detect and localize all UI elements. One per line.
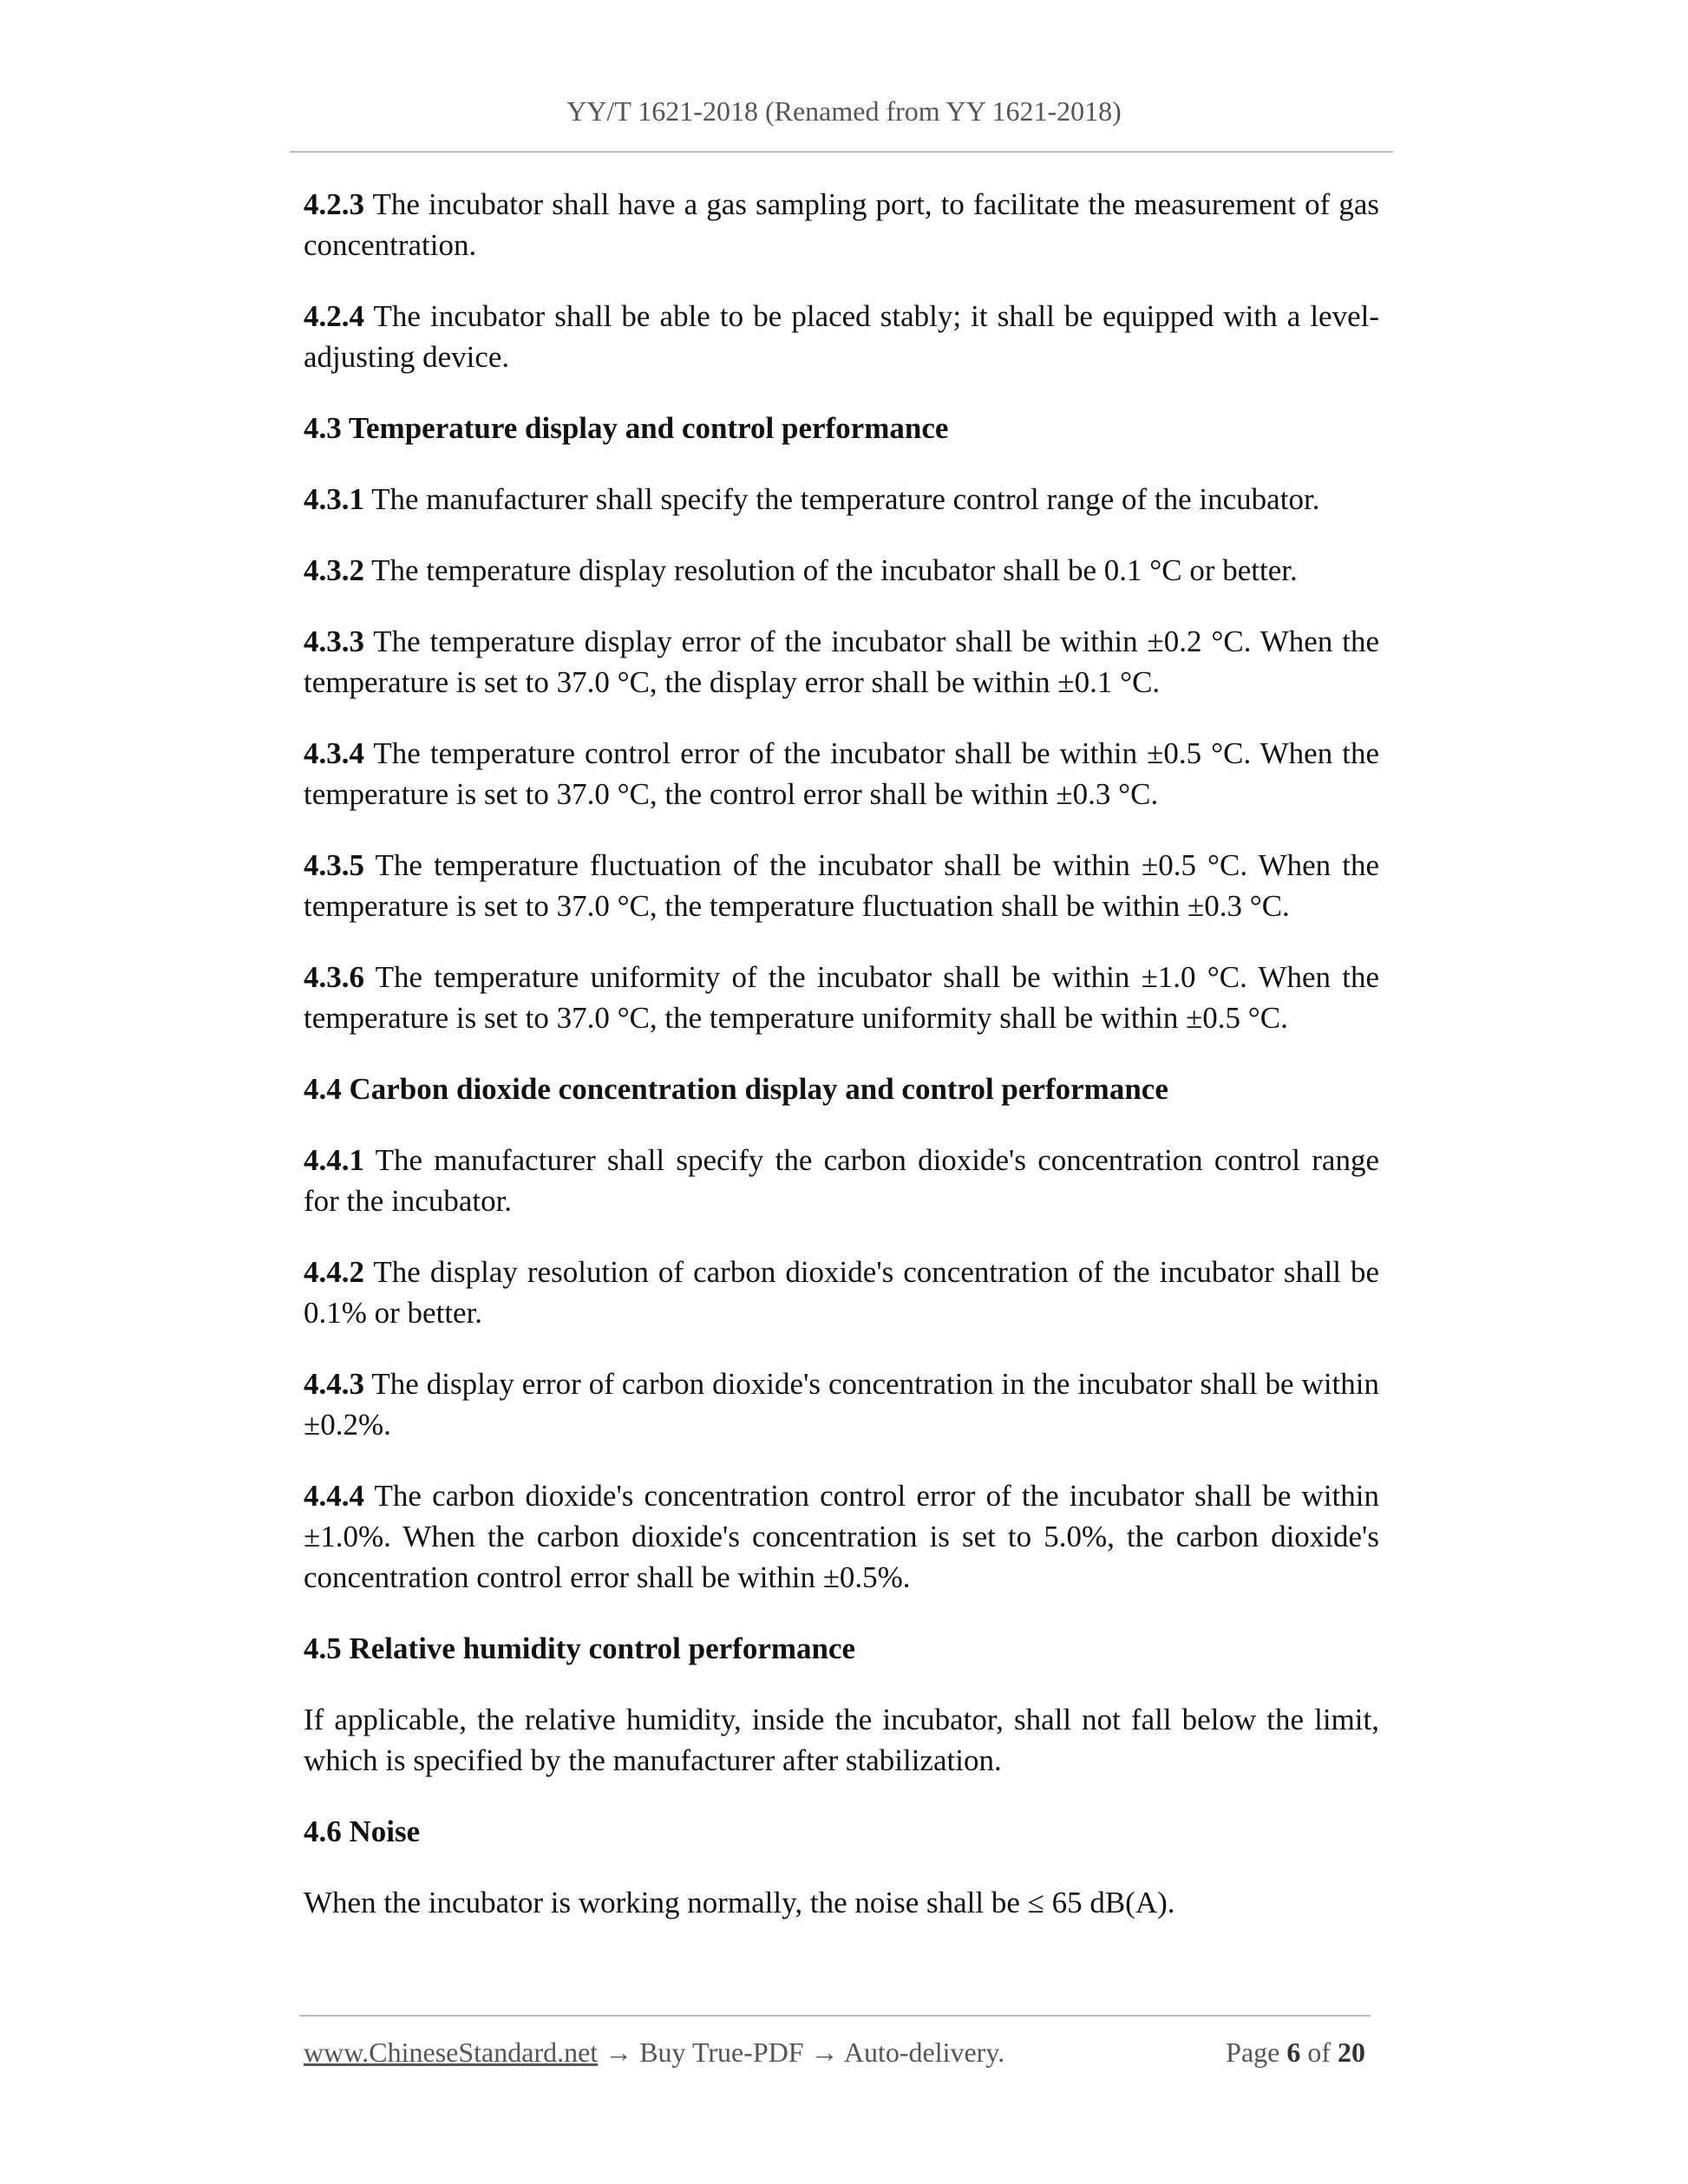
paragraph-4-5: If applicable, the relative humidity, inside the incubator, shall not fall below the limit, which is specified by the manufacturer after stabilization. — [304, 1703, 1379, 1777]
section-heading-4-6: 4.6 Noise — [304, 1815, 421, 1848]
clause-4-3-6 — [304, 957, 1379, 1038]
clause-4-4-1 — [304, 1140, 1379, 1221]
clause-text: The temperature fluctuation of the incubator shall be within ±0.5 °C. When the temperature is set to 37.0 °C, the temperature fluctuation shall be within ±0.3 °C. — [304, 848, 1379, 923]
footer-promo-text: → Buy True-PDF → Auto-delivery. — [605, 2037, 1005, 2068]
clause-text: The temperature display error of the incubator shall be within ±0.2 °C. When the temperature is set to 37.0 °C, the display error shall be within ±0.1 °C. — [304, 624, 1379, 699]
footer-divider — [299, 2015, 1371, 2017]
clause-number: 4.3.6 — [304, 960, 364, 994]
clause-number: 4.4.4 — [304, 1479, 364, 1513]
paragraph-4-6: When the incubator is working normally, the noise shall be ≤ 65 dB(A). — [304, 1886, 1175, 1919]
clause-text: The manufacturer shall specify the carbon dioxide's concentration control range for the incubator. — [304, 1143, 1379, 1218]
footer-promo — [304, 2037, 1004, 2069]
clause-number: 4.3.5 — [304, 848, 364, 882]
page-total: 20 — [1338, 2037, 1365, 2068]
clause-4-3-4 — [304, 733, 1379, 814]
clause-number: 4.2.4 — [304, 299, 364, 333]
clause-number: 4.3.4 — [304, 736, 364, 770]
clause-4-4-3 — [304, 1363, 1379, 1445]
clause-4-2-4 — [304, 296, 1379, 377]
clause-4-4-2 — [304, 1252, 1379, 1333]
section-heading-4-5: 4.5 Relative humidity control performance — [304, 1631, 856, 1665]
clause-4-3-1 — [304, 479, 1379, 520]
page-header-title: YY/T 1621-2018 (Renamed from YY 1621-2018) — [566, 95, 1122, 127]
clause-number: 4.4.3 — [304, 1367, 364, 1401]
document-body — [304, 184, 1379, 1953]
clause-number: 4.3.1 — [304, 482, 364, 516]
clause-4-3-2 — [304, 550, 1379, 591]
clause-text: The incubator shall have a gas sampling port, to facilitate the measurement of gas concentration. — [304, 187, 1380, 262]
clause-text: The incubator shall be able to be placed stably; it shall be equipped with a level-adjusting device. — [304, 299, 1380, 374]
website-link[interactable]: www.ChineseStandard.net — [304, 2037, 599, 2068]
clause-4-3-5 — [304, 845, 1379, 926]
clause-4-4-4 — [304, 1475, 1379, 1598]
header-divider — [290, 151, 1393, 153]
clause-number: 4.3.3 — [304, 624, 364, 658]
clause-4-2-3 — [304, 184, 1379, 265]
page-label: Page — [1226, 2037, 1280, 2068]
clause-text: The temperature display resolution of the incubator shall be 0.1 °C or better. — [371, 553, 1298, 587]
section-heading-4-4: 4.4 Carbon dioxide concentration display and control performance — [304, 1072, 1168, 1106]
clause-number: 4.4.2 — [304, 1255, 364, 1289]
clause-text: The manufacturer shall specify the temperature control range of the incubator. — [371, 482, 1320, 516]
page-footer — [304, 2037, 1371, 2075]
clause-text: The carbon dioxide's concentration control error of the incubator shall be within ±1.0%. When the carbon dioxide's concentration is set to 5.0%, the carbon dioxide's concentration control error shall be within ±0.5%. — [304, 1479, 1380, 1594]
of-label: of — [1307, 2037, 1331, 2068]
clause-text: The temperature uniformity of the incubator shall be within ±1.0 °C. When the temperature is set to 37.0 °C, the temperature uniformity shall be within ±0.5 °C. — [304, 960, 1379, 1035]
clause-number: 4.3.2 — [304, 553, 364, 587]
clause-text: The display error of carbon dioxide's concentration in the incubator shall be within ±0.2%. — [304, 1367, 1379, 1442]
clause-number: 4.2.3 — [304, 187, 364, 221]
page-number — [1226, 2037, 1365, 2069]
clause-number: 4.4.1 — [304, 1143, 364, 1177]
clause-text: The temperature control error of the incubator shall be within ±0.5 °C. When the temperature is set to 37.0 °C, the control error shall be within ±0.3 °C. — [304, 736, 1379, 811]
clause-4-3-3 — [304, 621, 1379, 703]
section-heading-4-3: 4.3 Temperature display and control performance — [304, 411, 949, 445]
page-current: 6 — [1286, 2037, 1301, 2068]
clause-text: The display resolution of carbon dioxide's concentration of the incubator shall be 0.1% or better. — [304, 1255, 1380, 1330]
